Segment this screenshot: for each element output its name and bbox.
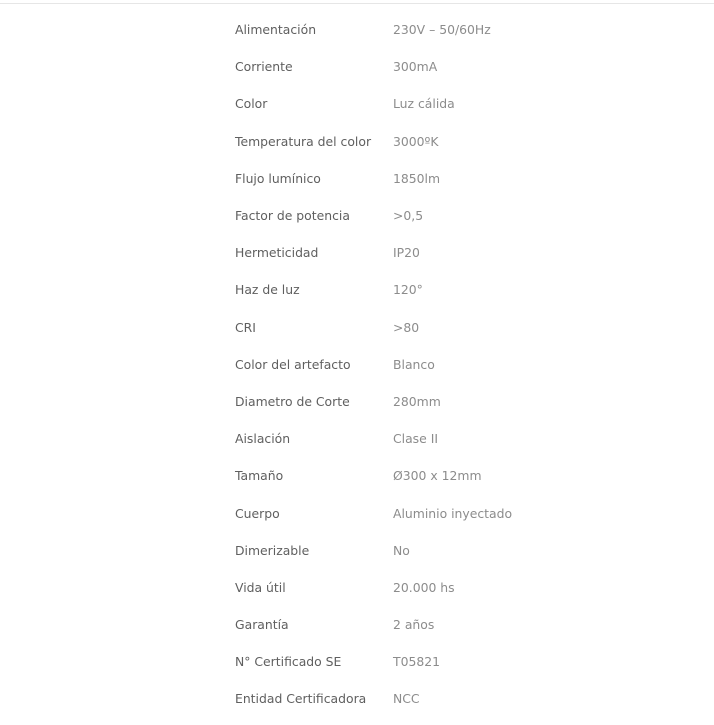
spec-row [235,494,675,531]
specifications-table [235,11,675,718]
spec-value: 280mm [393,393,441,409]
spec-value: Aluminio inyectado [393,505,513,521]
spec-row [235,569,675,606]
spec-value: >0,5 [393,208,424,224]
spec-value: 300mA [393,59,438,75]
spec-label: Alimentación [235,22,317,38]
spec-value: 20.000 hs [393,579,455,595]
spec-value: 1850lm [393,170,441,186]
spec-row [235,643,675,680]
spec-label: Flujo lumínico [235,170,321,186]
spec-value: No [393,542,410,558]
spec-label: Factor de potencia [235,208,350,224]
spec-label: Dimerizable [235,542,310,558]
spec-value: 3000ºK [393,133,439,149]
spec-label: Aislación [235,431,291,447]
spec-row [235,197,675,234]
spec-label: Tamaño [235,468,284,484]
spec-label: Vida útil [235,579,286,595]
spec-label: Cuerpo [235,505,280,521]
spec-row [235,420,675,457]
spec-label: N° Certificado SE [235,654,342,670]
spec-label: Color del artefacto [235,356,351,372]
spec-row [235,123,675,160]
spec-value: Ø300 x 12mm [393,468,482,484]
spec-row [235,160,675,197]
spec-row [235,48,675,85]
spec-row [235,234,675,271]
spec-label: Entidad Certificadora [235,691,367,707]
spec-row [235,11,675,48]
spec-row [235,606,675,643]
spec-row [235,346,675,383]
spec-row [235,85,675,122]
spec-value: >80 [393,319,420,335]
spec-value: Clase II [393,431,439,447]
spec-value: Luz cálida [393,96,455,112]
spec-row [235,532,675,569]
spec-value: Blanco [393,356,435,372]
spec-value: 120° [393,282,423,298]
spec-label: Hermeticidad [235,245,319,261]
spec-label: Corriente [235,59,293,75]
spec-value: 230V – 50/60Hz [393,22,491,38]
spec-label: Haz de luz [235,282,300,298]
spec-label: Color [235,96,268,112]
top-divider [0,0,714,4]
spec-label: Temperatura del color [235,133,372,149]
spec-row [235,680,675,717]
spec-value: T05821 [393,654,440,670]
spec-row [235,457,675,494]
spec-row [235,271,675,308]
spec-value: 2 años [393,617,435,633]
spec-label: Garantía [235,617,289,633]
spec-label: Diametro de Corte [235,393,350,409]
spec-label: CRI [235,319,256,335]
spec-value: NCC [393,691,420,707]
spec-row [235,309,675,346]
spec-row [235,383,675,420]
spec-value: IP20 [393,245,420,261]
